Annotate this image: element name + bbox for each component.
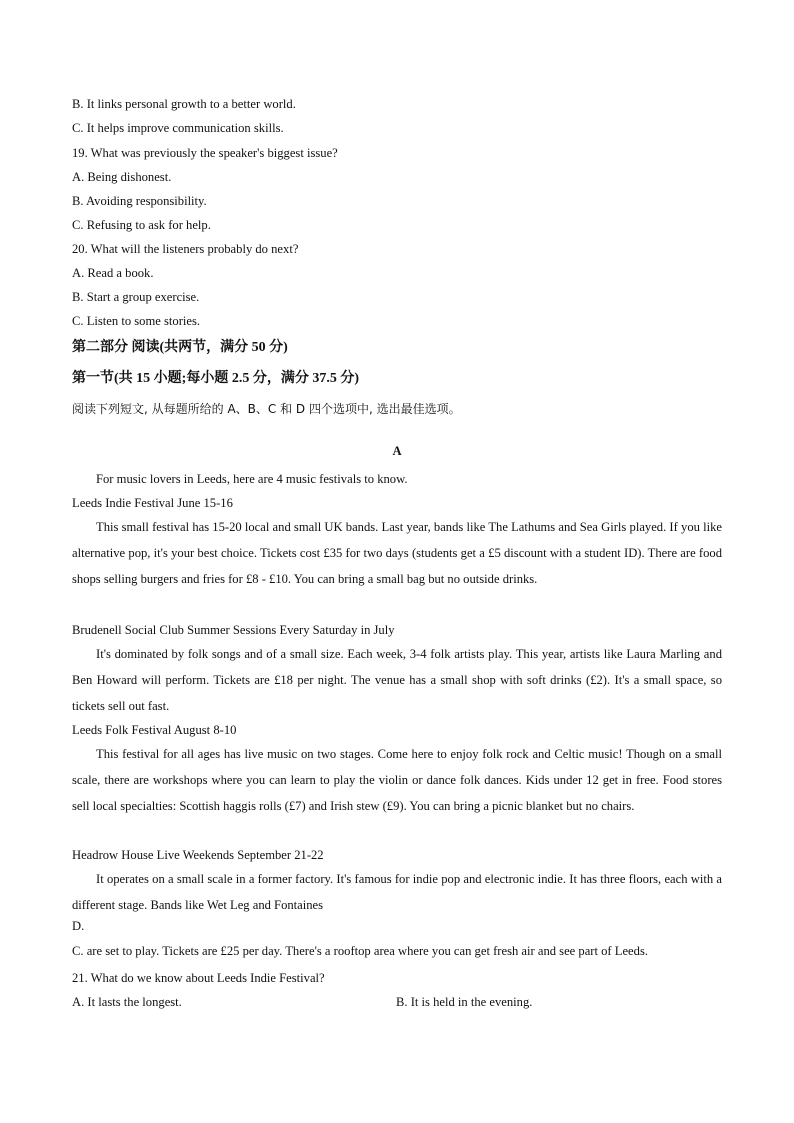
option-19c: C. Refusing to ask for help. <box>72 218 211 232</box>
festival-3-body <box>72 741 722 819</box>
option-21a: A. It lasts the longest. <box>72 995 182 1009</box>
festival-1-body <box>72 514 722 592</box>
question-20: 20. What will the listeners probably do next? <box>72 242 299 256</box>
festival-4-continued: C. are set to play. Tickets are £25 per day. There's a rooftop area where you can get fresh air and see part of Leeds. <box>72 944 648 958</box>
festival-2-text: It's dominated by folk songs and of a small size. Each week, 3-4 folk artists play. This year, artists like Laura Marling and Ben Howard will perform. Tickets are £18 per night. The venue has a small shop with soft drinks (£2). It's a small space, so tickets sell out fast. <box>72 647 722 713</box>
option-21b: B. It is held in the evening. <box>396 995 533 1009</box>
festival-2-title: Brudenell Social Club Summer Sessions Every Saturday in July <box>72 623 395 637</box>
section-1-heading: 第一节(共 15 小题;每小题 2.5 分，满分 37.5 分) <box>72 371 359 386</box>
festival-3-text: This festival for all ages has live music on two stages. Come here to enjoy folk rock and Celtic music! Though on a small scale, there are workshops where you can learn to play the violin or dance folk dances. Kids under 12 get in free. Food stores sell local specialties: Scottish haggis rolls (£7) and Irish stew (£9). You can bring a picnic blanket but no chairs. <box>72 747 722 813</box>
festival-4-d: D. <box>72 919 85 933</box>
passage-intro: For music lovers in Leeds, here are 4 music festivals to know. <box>96 472 408 486</box>
section-part2-heading: 第二部分 阅读(共两节，满分 50 分) <box>72 340 288 355</box>
question-21: 21. What do we know about Leeds Indie Festival? <box>72 971 325 985</box>
option-20c: C. Listen to some stories. <box>72 314 201 328</box>
option-19a: A. Being dishonest. <box>72 170 172 184</box>
festival-1-title: Leeds Indie Festival June 15-16 <box>72 496 233 510</box>
option-18c: C. It helps improve communication skills. <box>72 121 284 135</box>
festival-4-body <box>72 866 722 918</box>
festival-2-body <box>72 641 722 719</box>
festival-4-title: Headrow House Live Weekends September 21-22 <box>72 848 324 862</box>
option-18b: B. It links personal growth to a better world. <box>72 97 296 111</box>
option-20a: A. Read a book. <box>72 266 154 280</box>
option-20b: B. Start a group exercise. <box>72 290 200 304</box>
question-19: 19. What was previously the speaker's biggest issue? <box>72 146 338 160</box>
festival-1-text: This small festival has 15-20 local and small UK bands. Last year, bands like The Lathums and Sea Girls played. If you like alternative pop, it's your best choice. Tickets cost £35 for two days (students get a £5 discount with a student ID). There are food shops selling burgers and fries for £8 - £10. You can bring a small bag but no outside drinks. <box>72 520 722 586</box>
festival-3-title: Leeds Folk Festival August 8-10 <box>72 723 237 737</box>
festival-4-text: It operates on a small scale in a former factory. It's famous for indie pop and electronic indie. It has three floors, each with a different stage. Bands like Wet Leg and Fontaines <box>72 872 722 912</box>
passage-label: A <box>392 444 402 458</box>
option-19b: B. Avoiding responsibility. <box>72 194 207 208</box>
instruction-text: 阅读下列短文, 从每题所给的 A、B、C 和 D 四个选项中, 选出最佳选项。 <box>72 402 461 416</box>
